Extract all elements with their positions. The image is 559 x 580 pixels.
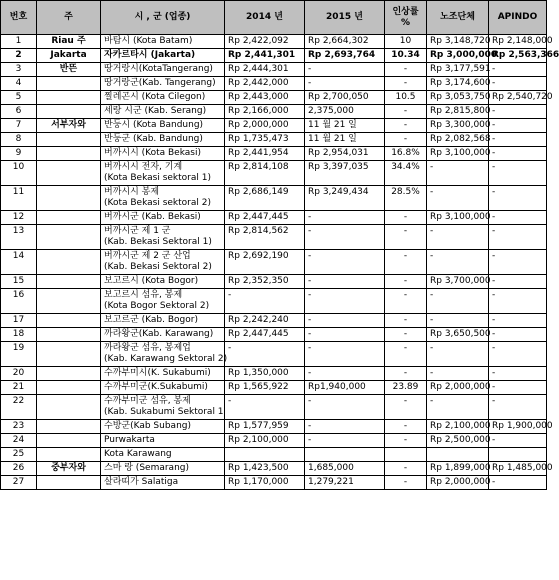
row-number-cell: 22: [1, 395, 37, 420]
row-number-cell: 12: [1, 211, 37, 225]
wage-2014-cell: Rp 2,100,000: [225, 434, 305, 448]
city-cell: [101, 342, 228, 367]
row-number-cell: 11: [1, 186, 37, 211]
city-line: 버까시시 봉제: [104, 187, 160, 197]
wage-2015-cell: -: [305, 314, 385, 328]
city-line: 땅거랑시(KotaTangerang): [104, 64, 213, 74]
union-cell: Rp 3,148,720: [427, 35, 489, 49]
apindo-cell: Rp 2,148,000: [489, 35, 547, 49]
table-row: [1, 381, 547, 395]
union-cell: -: [427, 186, 489, 211]
apindo-cell: -: [489, 328, 547, 342]
apindo-cell: -: [489, 289, 547, 314]
rate-cell: -: [385, 434, 427, 448]
table-row: [1, 119, 547, 133]
row-number-cell: 19: [1, 342, 37, 367]
province-cell: [37, 133, 101, 147]
row-number-cell: 6: [1, 105, 37, 119]
union-cell: -: [427, 161, 489, 186]
city-cell: [101, 395, 225, 420]
city-line: 반둥군 (Kab. Bandung): [104, 134, 203, 144]
apindo-cell: Rp 1,900,000: [489, 420, 547, 434]
province-cell: Riau 주: [37, 35, 101, 49]
wage-2015-cell: Rp 3,397,035: [305, 161, 385, 186]
apindo-cell: Rp 1,485,000: [489, 462, 547, 476]
row-number-cell: 2: [1, 49, 37, 63]
province-cell: [37, 211, 101, 225]
wage-2015-cell: -: [305, 225, 385, 250]
table-row: [1, 462, 547, 476]
apindo-cell: -: [489, 77, 547, 91]
apindo-cell: -: [489, 342, 547, 367]
wage-2015-cell: 11 월 21 일: [305, 133, 385, 147]
rate-cell: -: [385, 225, 427, 250]
row-number-cell: 25: [1, 448, 37, 462]
apindo-cell: -: [489, 395, 547, 420]
rate-cell: -: [385, 476, 427, 490]
apindo-cell: -: [489, 105, 547, 119]
apindo-cell: [489, 448, 547, 462]
city-cell: [101, 420, 225, 434]
apindo-cell: -: [489, 186, 547, 211]
province-cell: [37, 328, 101, 342]
province-cell: [37, 448, 101, 462]
wage-2014-cell: Rp 2,814,108: [225, 161, 305, 186]
union-cell: -: [427, 250, 489, 275]
wage-2015-cell: Rp 2,700,050: [305, 91, 385, 105]
wage-2015-cell: Rp 2,954,031: [305, 147, 385, 161]
table-row: [1, 91, 547, 105]
city-line: 수까부미군 섬유, 봉제: [104, 396, 191, 406]
union-cell: Rp 1,899,000: [427, 462, 489, 476]
city-cell: [101, 161, 225, 186]
rate-cell: -: [385, 367, 427, 381]
wage-2014-cell: Rp 2,443,000: [225, 91, 305, 105]
city-line: 수까부미시(K. Sukabumi): [104, 368, 211, 378]
city-cell: [101, 275, 225, 289]
province-cell: [37, 105, 101, 119]
wage-2014-cell: Rp 1,423,500: [225, 462, 305, 476]
province-cell: [37, 434, 101, 448]
union-cell: -: [427, 225, 489, 250]
city-cell: [101, 77, 225, 91]
wage-2015-cell: -: [305, 289, 385, 314]
table-row: [1, 186, 547, 211]
city-cell: [101, 462, 225, 476]
city-cell: [101, 289, 225, 314]
apindo-cell: -: [489, 275, 547, 289]
rate-cell: 34.4%: [385, 161, 427, 186]
row-number-cell: 13: [1, 225, 37, 250]
row-number-cell: 1: [1, 35, 37, 49]
row-number-cell: 8: [1, 133, 37, 147]
city-line: 바탐시 (Kota Batam): [104, 36, 193, 46]
apindo-cell: -: [489, 63, 547, 77]
table-row: [1, 49, 547, 63]
city-cell: [101, 35, 225, 49]
wage-2014-cell: [225, 448, 305, 462]
wage-2014-cell: -: [225, 395, 305, 420]
header-union: 노조단체: [427, 1, 489, 35]
city-line: 보고르군 (Kab. Bogor): [104, 315, 198, 325]
city-cell: [101, 49, 225, 63]
apindo-cell: -: [489, 133, 547, 147]
rate-cell: -: [385, 328, 427, 342]
apindo-cell: -: [489, 381, 547, 395]
province-cell: [37, 314, 101, 328]
province-cell: [37, 289, 101, 314]
city-line: 스마 랑 (Semarang): [104, 463, 189, 473]
union-cell: -: [427, 314, 489, 328]
wage-2014-cell: Rp 2,692,190: [225, 250, 305, 275]
table-row: [1, 367, 547, 381]
city-cell: [101, 434, 225, 448]
wage-2014-cell: Rp 2,422,092: [225, 35, 305, 49]
union-cell: Rp 3,700,000: [427, 275, 489, 289]
header-apindo: APINDO: [489, 1, 547, 35]
table-row: [1, 250, 547, 275]
wage-2014-cell: Rp 2,441,954: [225, 147, 305, 161]
apindo-cell: Rp 2,563,366: [489, 49, 547, 63]
city-cell: [101, 250, 225, 275]
wage-2015-cell: -: [305, 342, 385, 367]
row-number-cell: 9: [1, 147, 37, 161]
wage-2014-cell: -: [225, 289, 305, 314]
wage-2014-cell: Rp 2,442,000: [225, 77, 305, 91]
wage-2014-cell: Rp 2,447,445: [225, 211, 305, 225]
city-line: 세랑 시군 (Kab. Serang): [104, 106, 207, 116]
union-cell: -: [427, 367, 489, 381]
rate-cell: -: [385, 133, 427, 147]
city-line: 살라띠가 Salatiga: [104, 477, 179, 487]
province-cell: [37, 161, 101, 186]
rate-cell: -: [385, 420, 427, 434]
city-line: 까라왕군 섬유, 봉제업: [104, 343, 191, 353]
row-number-cell: 4: [1, 77, 37, 91]
table-row: [1, 211, 547, 225]
wage-2015-cell: -: [305, 77, 385, 91]
province-cell: 중부자와: [37, 462, 101, 476]
province-cell: [37, 186, 101, 211]
wage-2015-cell: Rp 2,664,302: [305, 35, 385, 49]
city-cell: [101, 186, 225, 211]
city-line: (Kota Bogor Sektoral 2): [104, 301, 210, 311]
row-number-cell: 10: [1, 161, 37, 186]
city-line: Kota Karawang: [104, 449, 172, 459]
apindo-cell: -: [489, 161, 547, 186]
province-cell: [37, 420, 101, 434]
table-row: [1, 105, 547, 119]
city-line: 수방군(Kab Subang): [104, 421, 191, 431]
rate-cell: 16.8%: [385, 147, 427, 161]
city-cell: [101, 476, 225, 490]
city-line: (Kota Bekasi sektoral 2): [104, 198, 211, 208]
city-cell: [101, 105, 225, 119]
province-cell: [37, 250, 101, 275]
city-cell: [101, 381, 225, 395]
wage-2015-cell: Rp 2,693,764: [305, 49, 385, 63]
rate-cell: -: [385, 314, 427, 328]
wage-2014-cell: Rp 2,242,240: [225, 314, 305, 328]
wage-2014-cell: Rp 2,441,301: [225, 49, 305, 63]
city-line: 땅거랑군(Kab. Tangerang): [104, 78, 216, 88]
apindo-cell: -: [489, 250, 547, 275]
union-cell: Rp 3,000,000: [427, 49, 489, 63]
wage-2015-cell: Rp 3,249,434: [305, 186, 385, 211]
wage-2014-cell: Rp 1,577,959: [225, 420, 305, 434]
row-number-cell: 16: [1, 289, 37, 314]
apindo-cell: -: [489, 434, 547, 448]
city-line: 버까시군 제 2 군 산업: [104, 251, 191, 261]
wage-2015-cell: -: [305, 250, 385, 275]
wage-2015-cell: 1,279,221: [305, 476, 385, 490]
wage-2015-cell: -: [305, 63, 385, 77]
union-cell: Rp 2,000,000: [427, 381, 489, 395]
wage-2014-cell: Rp 2,166,000: [225, 105, 305, 119]
union-cell: Rp 2,500,000: [427, 434, 489, 448]
apindo-cell: Rp 2,540,720: [489, 91, 547, 105]
apindo-cell: -: [489, 211, 547, 225]
wage-2015-cell: 1,685,000: [305, 462, 385, 476]
header-city: 시 , 군 (업종): [101, 1, 225, 35]
union-cell: Rp 3,177,591: [427, 63, 489, 77]
table-row: [1, 63, 547, 77]
rate-cell: -: [385, 275, 427, 289]
table-row: [1, 448, 547, 462]
table-row: [1, 395, 547, 420]
city-line: 보고르시 (Kota Bogor): [104, 276, 199, 286]
province-cell: 반뜬: [37, 63, 101, 77]
union-cell: Rp 3,053,750: [427, 91, 489, 105]
rate-cell: 10.34: [385, 49, 427, 63]
table-row: [1, 161, 547, 186]
table-row: [1, 35, 547, 49]
wage-2015-cell: -: [305, 328, 385, 342]
city-line: 버까시시 전자, 기계: [104, 162, 183, 172]
wage-2014-cell: Rp 2,814,562: [225, 225, 305, 250]
row-number-cell: 18: [1, 328, 37, 342]
rate-cell: [385, 448, 427, 462]
rate-cell: 28.5%: [385, 186, 427, 211]
wage-2015-cell: -: [305, 211, 385, 225]
province-cell: [37, 476, 101, 490]
province-cell: 서부자와: [37, 119, 101, 133]
row-number-cell: 21: [1, 381, 37, 395]
city-cell: [101, 225, 225, 250]
header-rate: 인상률 %: [385, 1, 427, 35]
wage-2014-cell: Rp 1,735,473: [225, 133, 305, 147]
union-cell: [427, 448, 489, 462]
wage-2014-cell: Rp 2,444,301: [225, 63, 305, 77]
rate-cell: -: [385, 462, 427, 476]
rate-cell: -: [385, 250, 427, 275]
city-line: 까라왕군(Kab. Karawang): [104, 329, 214, 339]
city-cell: [101, 314, 225, 328]
wage-2015-cell: -: [305, 275, 385, 289]
rate-cell: -: [385, 342, 427, 367]
city-line: 보고르시 섬유, 봉제: [104, 290, 183, 300]
wage-2014-cell: Rp 2,352,350: [225, 275, 305, 289]
table-row: [1, 147, 547, 161]
city-line: 자카르타시 (Jakarta): [104, 50, 196, 60]
wage-2014-cell: Rp 2,447,445: [225, 328, 305, 342]
apindo-cell: -: [489, 367, 547, 381]
wage-2015-cell: -: [305, 420, 385, 434]
city-line: (Kab. Bekasi Sektoral 2): [104, 262, 212, 272]
province-cell: [37, 147, 101, 161]
row-number-cell: 7: [1, 119, 37, 133]
wage-2014-cell: Rp 2,686,149: [225, 186, 305, 211]
rate-cell: 10.5: [385, 91, 427, 105]
union-cell: Rp 2,100,000: [427, 420, 489, 434]
apindo-cell: -: [489, 225, 547, 250]
city-cell: [101, 328, 225, 342]
table-row: [1, 420, 547, 434]
city-line: (Kab. Sukabumi Sektoral 1: [104, 407, 224, 417]
table-row: [1, 225, 547, 250]
rate-cell: -: [385, 395, 427, 420]
apindo-cell: -: [489, 314, 547, 328]
table-body: [1, 35, 559, 490]
rate-cell: 10: [385, 35, 427, 49]
row-number-cell: 17: [1, 314, 37, 328]
city-cell: [101, 63, 225, 77]
apindo-cell: -: [489, 476, 547, 490]
province-cell: [37, 367, 101, 381]
union-cell: -: [427, 395, 489, 420]
table-header-row: [1, 1, 547, 35]
union-cell: Rp 2,082,568: [427, 133, 489, 147]
province-cell: [37, 395, 101, 420]
rate-cell: -: [385, 119, 427, 133]
city-cell: [101, 448, 225, 462]
row-number-cell: 3: [1, 63, 37, 77]
union-cell: Rp 3,100,000: [427, 147, 489, 161]
province-cell: [37, 342, 101, 367]
row-number-cell: 23: [1, 420, 37, 434]
apindo-cell: -: [489, 119, 547, 133]
rate-cell: -: [385, 211, 427, 225]
header-2015: 2015 년: [305, 1, 385, 35]
wage-2014-cell: Rp 1,565,922: [225, 381, 305, 395]
city-line: 버까시군 제 1 군: [104, 226, 171, 236]
city-cell: [101, 119, 225, 133]
union-cell: Rp 3,100,000: [427, 211, 489, 225]
union-cell: -: [427, 342, 489, 367]
table-row: [1, 289, 547, 314]
province-cell: [37, 91, 101, 105]
city-line: Purwakarta: [104, 435, 155, 445]
table-row: [1, 133, 547, 147]
province-cell: [37, 381, 101, 395]
header-province: 주: [37, 1, 101, 35]
row-number-cell: 14: [1, 250, 37, 275]
city-line: 찔레곤시 (Kota Cilegon): [104, 92, 206, 102]
wage-2014-cell: Rp 1,170,000: [225, 476, 305, 490]
rate-cell: -: [385, 105, 427, 119]
row-number-cell: 27: [1, 476, 37, 490]
city-cell: [101, 133, 225, 147]
rate-cell: -: [385, 77, 427, 91]
union-cell: Rp 3,174,600: [427, 77, 489, 91]
city-line: (Kab. Karawang Sektoral 2): [104, 354, 228, 364]
union-cell: Rp 3,300,000: [427, 119, 489, 133]
table-row: [1, 275, 547, 289]
city-line: (Kota Bekasi sektoral 1): [104, 173, 211, 183]
city-cell: [101, 91, 225, 105]
rate-cell: 23.89: [385, 381, 427, 395]
table-row: [1, 328, 547, 342]
table-row: [1, 77, 547, 91]
table-row: [1, 434, 547, 448]
city-line: 수까부미군(K.Sukabumi): [104, 382, 208, 392]
city-line: (Kab. Bekasi Sektoral 1): [104, 237, 212, 247]
apindo-cell: -: [489, 147, 547, 161]
wage-2014-cell: Rp 2,000,000: [225, 119, 305, 133]
row-number-cell: 15: [1, 275, 37, 289]
city-line: 버까시시 (Kota Bekasi): [104, 148, 201, 158]
city-cell: [101, 211, 225, 225]
province-cell: Jakarta: [37, 49, 101, 63]
union-cell: Rp 3,650,500: [427, 328, 489, 342]
wage-2015-cell: -: [305, 367, 385, 381]
wage-2014-cell: -: [225, 342, 305, 367]
city-line: 버까시군 (Kab. Bekasi): [104, 212, 201, 222]
province-cell: [37, 275, 101, 289]
row-number-cell: 5: [1, 91, 37, 105]
wage-2015-cell: 2,375,000: [305, 105, 385, 119]
header-2014: 2014 년: [225, 1, 305, 35]
rate-cell: -: [385, 289, 427, 314]
row-number-cell: 20: [1, 367, 37, 381]
province-cell: [37, 225, 101, 250]
wage-2015-cell: Rp1,940,000: [305, 381, 385, 395]
city-line: 반둥시 (Kota Bandung): [104, 120, 204, 130]
table-row: [1, 342, 547, 367]
union-cell: Rp 2,000,000: [427, 476, 489, 490]
wage-2015-cell: 11 월 21 일: [305, 119, 385, 133]
wage-2015-cell: -: [305, 395, 385, 420]
row-number-cell: 24: [1, 434, 37, 448]
wage-2015-cell: -: [305, 434, 385, 448]
city-cell: [101, 367, 225, 381]
rate-cell: -: [385, 63, 427, 77]
union-cell: -: [427, 289, 489, 314]
header-no: 번호: [1, 1, 37, 35]
wage-2014-cell: Rp 1,350,000: [225, 367, 305, 381]
province-cell: [37, 77, 101, 91]
row-number-cell: 26: [1, 462, 37, 476]
table-row: [1, 314, 547, 328]
wage-2015-cell: [305, 448, 385, 462]
table-row: [1, 476, 547, 490]
union-cell: Rp 2,815,800: [427, 105, 489, 119]
city-cell: [101, 147, 225, 161]
